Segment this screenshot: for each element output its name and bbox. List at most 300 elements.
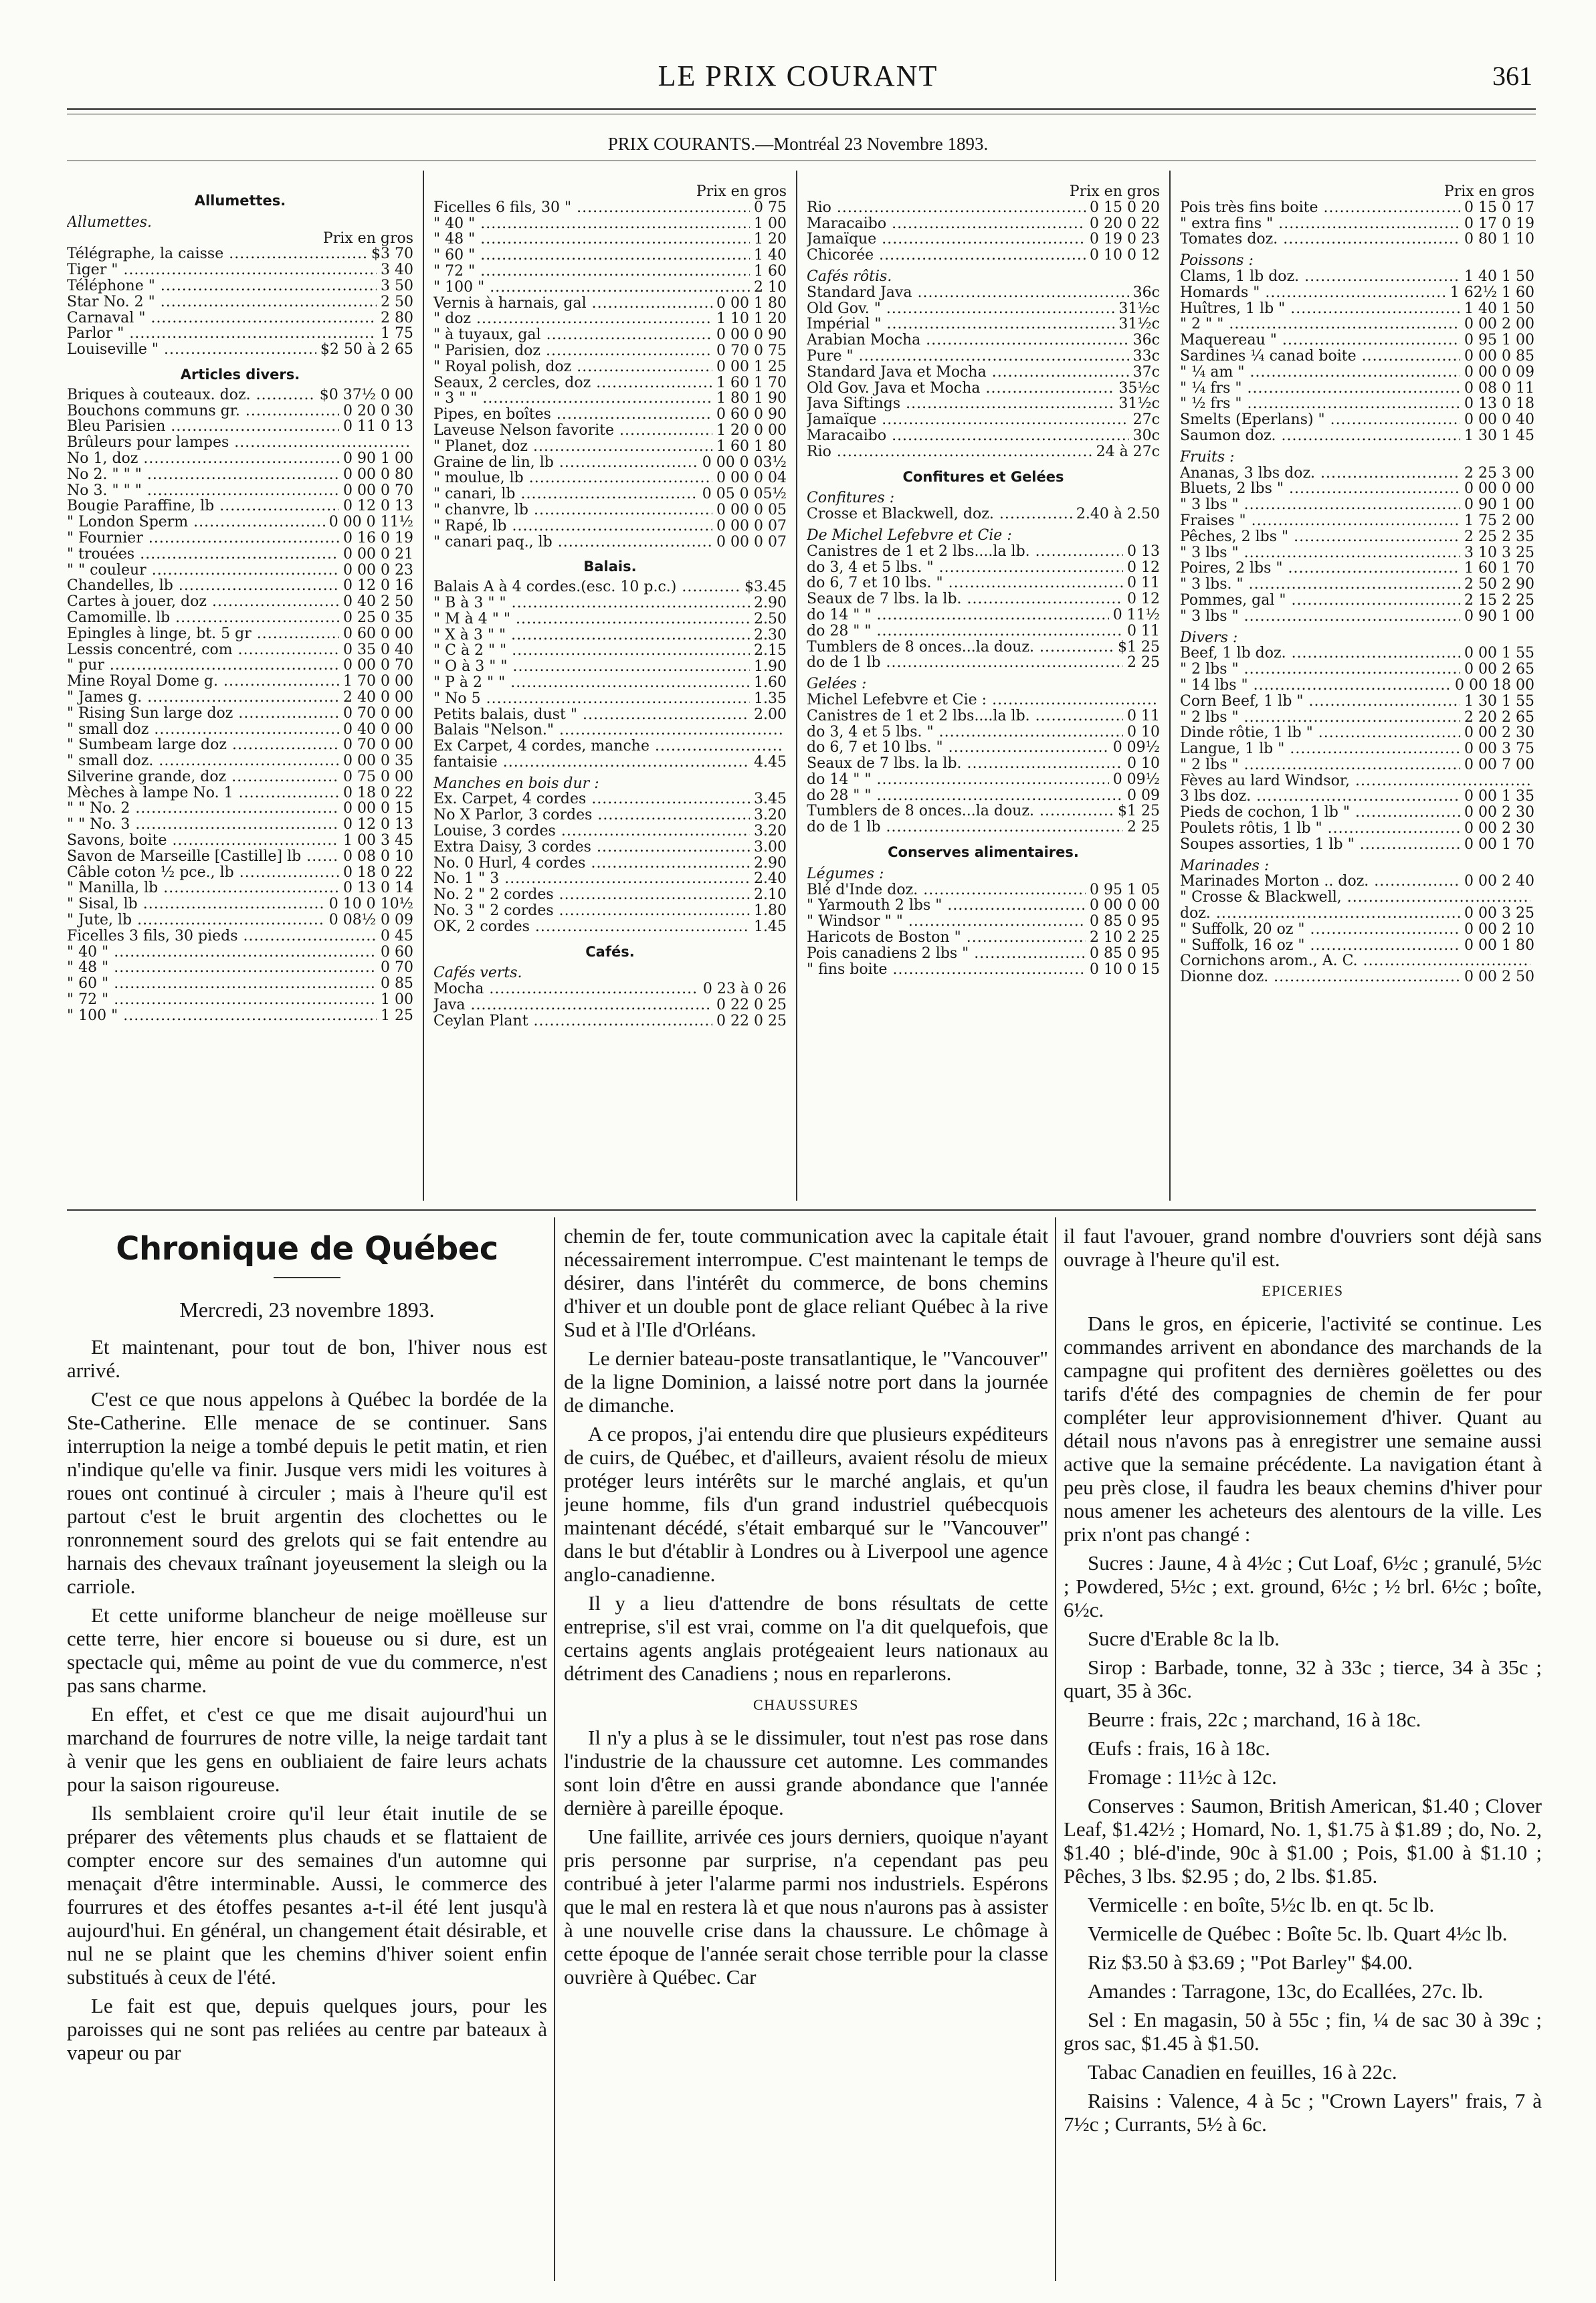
price-row bbox=[433, 611, 787, 627]
item-name: Ex. Carpet, 4 cordes ..... bbox=[433, 791, 750, 807]
price-row bbox=[433, 903, 787, 919]
item-name: Homards " ..... bbox=[1180, 285, 1446, 301]
item-price: 0 16 0 19 bbox=[343, 530, 413, 546]
item-price: 0 00 0 07 bbox=[716, 534, 787, 550]
article-paragraph: Le fait est que, depuis quelques jours, pour les paroisses qui ne sont pas reliées au centre par bateaux à vapeur ou par bbox=[67, 1994, 547, 2064]
price-row bbox=[1180, 805, 1534, 821]
price-row bbox=[67, 960, 413, 976]
price-row bbox=[67, 294, 413, 310]
item-name: Savons, boite ..... bbox=[67, 833, 339, 849]
item-name: Pure " ..... bbox=[807, 348, 1129, 365]
item-name: Pipes, en boîtes ..... bbox=[433, 407, 712, 423]
item-name: Bouchons communs gr. ..... bbox=[67, 403, 339, 419]
price-row bbox=[433, 887, 787, 903]
item-name: " Manilla, lb ..... bbox=[67, 880, 339, 896]
item-price: 1 60 bbox=[754, 263, 787, 280]
item-price: 0 75 bbox=[754, 199, 787, 216]
item-name: Blé d'Inde doz. ..... bbox=[807, 882, 1086, 898]
item-name: Balais "Nelson." ..... bbox=[433, 722, 783, 738]
item-price: 0 85 0 95 bbox=[1090, 914, 1160, 930]
price-row bbox=[1180, 593, 1534, 609]
item-price: 0 08 0 10 bbox=[343, 848, 413, 865]
item-price: 0 13 0 18 bbox=[1464, 396, 1534, 413]
article-paragraph: Fromage : 11½c à 12c. bbox=[1088, 1765, 1277, 1789]
item-price: 0 10 bbox=[1127, 724, 1160, 740]
article-paragraph: Et cette uniforme blancheur de neige moëlleuse sur cette terre, hier encore si boueuse ou si dure, est un spectacle qui, même au point de vue du commerce, n'est pas sans charme. bbox=[67, 1603, 547, 1697]
item-name: Câble coton ½ pce., lb ..... bbox=[67, 865, 339, 881]
item-name: Ficelles 3 fils, 30 pieds ..... bbox=[67, 928, 377, 944]
item-price: 0 09 bbox=[1127, 787, 1160, 804]
price-row bbox=[67, 801, 413, 817]
price-row bbox=[67, 278, 413, 294]
item-name: " Yarmouth 2 lbs " ..... bbox=[807, 898, 1086, 914]
item-name: Pieds de cochon, 1 lb " ..... bbox=[1180, 805, 1460, 821]
article-divider bbox=[1055, 1217, 1056, 2281]
item-price: 2 10 bbox=[754, 279, 787, 296]
price-row bbox=[433, 595, 787, 611]
item-name: No. 2 " 2 cordes ..... bbox=[433, 887, 750, 903]
item-price: $0 37½ 0 00 bbox=[319, 387, 413, 403]
item-name: " Rising Sun large doz ..... bbox=[67, 706, 339, 722]
item-name: " small doz. ..... bbox=[67, 753, 339, 769]
article-column-3 bbox=[1064, 1224, 1542, 2281]
item-name: Savon de Marseille [Castille] lb ..... bbox=[67, 849, 339, 865]
item-name: " ¼ am " ..... bbox=[1180, 365, 1460, 381]
item-name: No 3. " " " ..... bbox=[67, 483, 339, 499]
price-row bbox=[67, 896, 413, 912]
price-row bbox=[1180, 837, 1534, 853]
item-name: " X à 3 " " ..... bbox=[433, 627, 750, 643]
price-row bbox=[433, 675, 787, 691]
item-name: Rio ..... bbox=[807, 200, 1086, 216]
subcategory-label: Cafés rôtis. bbox=[807, 268, 892, 285]
price-row bbox=[807, 655, 1160, 671]
price-row bbox=[67, 706, 413, 722]
price-row bbox=[1180, 969, 1534, 985]
item-price: 0 00 0 80 bbox=[343, 466, 413, 483]
item-name: " 14 lbs " ..... bbox=[1180, 678, 1451, 694]
item-price: 0 10 bbox=[1127, 756, 1160, 772]
item-price: 0 23 à 0 26 bbox=[702, 981, 787, 998]
price-row bbox=[67, 387, 413, 403]
price-row bbox=[807, 914, 1160, 930]
item-price: 0 90 1 00 bbox=[1464, 497, 1534, 513]
item-name: Téléphone " ..... bbox=[67, 278, 377, 294]
item-name: Standard Java et Mocha ..... bbox=[807, 365, 1129, 381]
price-row bbox=[433, 643, 787, 659]
price-row bbox=[807, 216, 1160, 232]
item-name: " 48 " ..... bbox=[433, 231, 750, 247]
price-row bbox=[67, 403, 413, 419]
item-price: 2 15 2 25 bbox=[1464, 592, 1534, 609]
item-name: Cartes à jouer, doz ..... bbox=[67, 594, 339, 610]
price-row bbox=[433, 423, 787, 439]
item-price: 2.30 bbox=[754, 627, 787, 643]
item-name: Tomates doz. ..... bbox=[1180, 231, 1460, 247]
price-row bbox=[67, 769, 413, 785]
price-row bbox=[807, 724, 1160, 740]
article-paragraph: Beurre : frais, 22c ; marchand, 16 à 18c. bbox=[1088, 1708, 1421, 1731]
item-price: 0 10 0 10½ bbox=[328, 896, 413, 913]
item-price: 0 00 0 15 bbox=[343, 801, 413, 817]
price-row bbox=[1180, 645, 1534, 662]
item-price: 2 10 2 25 bbox=[1090, 930, 1160, 946]
article-paragraph: Ils semblaient croire qu'il leur était inutile de se préparer des vêtements plus chauds et se flattaient de compter encore sur des semaines d'un automne qui menaçait d'être interminable. Aussi, le commerce des fourrures et des étoffes pesantes a-t-il été lent jusqu'à aujourd'hui. En général, un changement était désirable, et nul ne se plaint que les chemins d'hiver soient enfin substitués à ceux de l'été. bbox=[67, 1801, 547, 1989]
item-name: Fèves au lard Windsor, ..... bbox=[1180, 773, 1530, 789]
price-row bbox=[433, 997, 787, 1013]
item-price: 1 20 0 00 bbox=[716, 422, 787, 439]
item-price: 0 00 2 50 bbox=[1464, 969, 1534, 986]
item-name: " 40 " ..... bbox=[433, 216, 750, 232]
item-name: Java ..... bbox=[433, 997, 712, 1013]
item-price: 0 15 0 20 bbox=[1090, 199, 1160, 216]
item-name: doz. ..... bbox=[1180, 906, 1460, 922]
item-name: Smelts (Eperlans) " ..... bbox=[1180, 412, 1460, 428]
item-price: 1 80 1 90 bbox=[716, 391, 787, 407]
item-name: " small doz ..... bbox=[67, 722, 339, 738]
price-row bbox=[433, 296, 787, 312]
item-price: 0 75 0 00 bbox=[343, 769, 413, 785]
price-row bbox=[807, 247, 1160, 264]
item-price: 0 11 bbox=[1127, 708, 1160, 724]
article-paragraph: Sucres : Jaune, 4 à 4½c ; Cut Loaf, 6½c ; granulé, 5½c ; Powdered, 5½c ; ext. ground, 6½c ; ½ brl. 6½c ; boîte, 6½c. bbox=[1064, 1551, 1542, 1621]
item-name: " M à 4 " " ..... bbox=[433, 611, 750, 627]
price-row bbox=[807, 756, 1160, 772]
item-price: 1 60 1 70 bbox=[716, 375, 787, 391]
item-price: 0 10 0 15 bbox=[1090, 961, 1160, 978]
article-paragraph: Il y a lieu d'attendre de bons résultats de cette entreprise, s'il est vrai, comme on l'a dit quelquefois, que certains agents anglais protégeaient leurs nationaux au détriment des Canadiens ; nous en reparlerons. bbox=[564, 1591, 1048, 1685]
price-row bbox=[67, 642, 413, 658]
item-price bbox=[1530, 953, 1534, 969]
item-price: 36c bbox=[1132, 284, 1160, 301]
price-row bbox=[433, 579, 787, 595]
price-row bbox=[1180, 545, 1534, 561]
price-row bbox=[67, 753, 413, 769]
price-column-4 bbox=[1180, 184, 1534, 1201]
item-name: Java Siftings ..... bbox=[807, 396, 1114, 412]
item-name: Parlor " ..... bbox=[67, 326, 377, 342]
price-row bbox=[67, 310, 413, 326]
price-row bbox=[1180, 332, 1534, 348]
price-row bbox=[433, 707, 787, 723]
price-row bbox=[1180, 577, 1534, 593]
item-price: 37c bbox=[1132, 364, 1160, 381]
item-price: $1 25 bbox=[1118, 803, 1160, 820]
item-price: 0 12 0 13 bbox=[343, 498, 413, 515]
price-row bbox=[1180, 285, 1534, 301]
price-row bbox=[67, 514, 413, 530]
price-row bbox=[433, 691, 787, 707]
price-row bbox=[1180, 710, 1534, 726]
item-name: do 6, 7 et 10 lbs. " ..... bbox=[807, 740, 1109, 756]
item-name: Jamaïque ..... bbox=[807, 231, 1086, 247]
price-row bbox=[67, 483, 413, 499]
article-paragraph: Sucre d'Erable 8c la lb. bbox=[1088, 1627, 1280, 1650]
item-price: 0 60 0 90 bbox=[716, 407, 787, 423]
item-name: Bleu Parisien ..... bbox=[67, 419, 339, 435]
price-row bbox=[433, 659, 787, 675]
price-row bbox=[1180, 757, 1534, 773]
item-name: Louiseville " ..... bbox=[67, 342, 316, 358]
subcategory-label: Poissons : bbox=[1180, 252, 1254, 270]
item-price: 1 60 1 70 bbox=[1464, 561, 1534, 577]
item-price: 0 95 1 05 bbox=[1090, 882, 1160, 898]
price-row bbox=[67, 626, 413, 642]
item-name: " O à 3 " " ..... bbox=[433, 659, 750, 675]
item-name: Canistres de 1 et 2 lbs....la lb. ..... bbox=[807, 544, 1123, 560]
item-name: No. 3 " 2 cordes ..... bbox=[433, 903, 750, 919]
item-price: 0 12 0 16 bbox=[343, 578, 413, 595]
item-price: 0 00 2 30 bbox=[1464, 805, 1534, 821]
price-row bbox=[807, 365, 1160, 381]
article-paragraph: Tabac Canadien en feuilles, 16 à 22c. bbox=[1088, 2060, 1397, 2084]
item-name: " fins boite ..... bbox=[807, 962, 1086, 978]
price-row bbox=[1180, 529, 1534, 545]
item-price: 0 12 bbox=[1127, 591, 1160, 607]
item-price: 0 22 0 25 bbox=[716, 1013, 787, 1029]
item-price: 0 00 1 70 bbox=[1464, 836, 1534, 853]
item-price: 0 17 0 19 bbox=[1464, 215, 1534, 232]
price-row bbox=[1180, 773, 1534, 789]
item-name: Poires, 2 lbs " ..... bbox=[1180, 561, 1460, 577]
price-row bbox=[67, 467, 413, 483]
price-row bbox=[807, 882, 1160, 898]
price-row bbox=[67, 880, 413, 896]
item-name: " moulue, lb ..... bbox=[433, 470, 712, 486]
price-row bbox=[433, 391, 787, 407]
price-row bbox=[67, 262, 413, 278]
item-name: do 3, 4 et 5 lbs. " ..... bbox=[807, 724, 1123, 740]
price-row bbox=[807, 819, 1160, 835]
item-price: 0 00 0 70 bbox=[343, 658, 413, 674]
item-price: 1 30 1 55 bbox=[1464, 693, 1534, 710]
price-row bbox=[807, 623, 1160, 639]
item-name: Lessis concentré, com ..... bbox=[67, 642, 339, 658]
item-price: 1 60 1 80 bbox=[716, 438, 787, 455]
category-heading: Articles divers. bbox=[180, 366, 300, 383]
item-name: No. 0 Hurl, 4 cordes ..... bbox=[433, 856, 750, 872]
item-name: Maquereau " ..... bbox=[1180, 332, 1460, 348]
item-name: Michel Lefebvre et Cie : ..... bbox=[807, 692, 1156, 708]
item-price: 0 00 0 09 bbox=[1464, 364, 1534, 381]
price-row bbox=[433, 327, 787, 343]
item-name: " 3 lbs " ..... bbox=[1180, 609, 1460, 625]
item-price: 1 00 3 45 bbox=[343, 833, 413, 849]
price-row bbox=[807, 428, 1160, 444]
article-divider bbox=[554, 1217, 555, 2281]
item-price: 0 00 2 30 bbox=[1464, 821, 1534, 837]
item-name: Soupes assorties, 1 lb " ..... bbox=[1180, 837, 1460, 853]
item-name: " ½ frs " ..... bbox=[1180, 396, 1460, 412]
item-name: " extra fins " ..... bbox=[1180, 216, 1460, 232]
item-price: 31½c bbox=[1118, 396, 1160, 413]
category-heading: Balais. bbox=[583, 559, 637, 575]
item-price: 2 50 bbox=[381, 294, 413, 310]
item-price: 0 00 2 10 bbox=[1464, 921, 1534, 938]
item-name: Carnaval " ..... bbox=[67, 310, 377, 326]
price-row bbox=[807, 772, 1160, 788]
price-list-subhead: PRIX COURANTS.—Montréal 23 Novembre 1893. bbox=[607, 134, 989, 154]
article-paragraph: Dans le gros, en épicerie, l'activité se continue. Les commandes arrivent en abondance des marchands de la campagne qui profitent des dernières goëlettes ou des tarifs d'été des compagnies de chemin de fer pour compléter leur approvisionnement d'hiver. Quant au détail nous n'avons pas à enregistrer une semaine aussi active que la semaine précédente. La navigation étant à peu près close, il faudra les beaux chemins d'hiver pour nous amener les acheteurs des alentours de la ville. Les prix n'ont pas changé : bbox=[1064, 1312, 1542, 1546]
price-row bbox=[433, 738, 787, 755]
price-row bbox=[433, 823, 787, 839]
article-paragraph: Sirop : Barbade, tonne, 32 à 33c ; tierce, 34 à 35c ; quart, 35 à 36c. bbox=[1064, 1656, 1542, 1702]
price-row bbox=[433, 359, 787, 375]
price-row bbox=[433, 627, 787, 643]
item-name: Jamaïque ..... bbox=[807, 412, 1129, 428]
item-price: 2 40 0 00 bbox=[343, 689, 413, 706]
article-paragraph: Et maintenant, pour tout de bon, l'hiver nous est arrivé. bbox=[67, 1335, 547, 1382]
price-row bbox=[433, 839, 787, 856]
item-name: " 60 " ..... bbox=[67, 976, 377, 992]
price-row bbox=[807, 607, 1160, 623]
item-name: Clams, 1 lb doz. ..... bbox=[1180, 269, 1460, 285]
item-name: Bluets, 2 lbs " ..... bbox=[1180, 481, 1460, 497]
item-name: " B à 3 " " ..... bbox=[433, 595, 750, 611]
subcategory-label: Marinades : bbox=[1180, 857, 1270, 874]
item-price: 35½c bbox=[1118, 380, 1160, 397]
item-name: Graine de lin, lb ..... bbox=[433, 455, 698, 471]
price-row bbox=[433, 981, 787, 997]
price-row bbox=[807, 740, 1160, 756]
item-name: Standard Java ..... bbox=[807, 285, 1129, 301]
item-name: do 3, 4 et 5 lbs. " ..... bbox=[807, 560, 1123, 576]
item-name: Mèches à lampe No. 1 ..... bbox=[67, 785, 339, 801]
item-name: " 2 " " ..... bbox=[1180, 316, 1460, 332]
price-row bbox=[67, 944, 413, 961]
column-header: Prix en gros bbox=[322, 229, 413, 247]
price-row bbox=[67, 451, 413, 467]
item-name: " Planet, doz ..... bbox=[433, 439, 712, 455]
item-name: " 3 lbs. " ..... bbox=[1180, 577, 1460, 593]
column-header: Prix en gros bbox=[696, 184, 787, 200]
item-price: 0 70 bbox=[381, 960, 413, 977]
price-row bbox=[807, 301, 1160, 317]
price-row bbox=[807, 788, 1160, 804]
price-row bbox=[67, 976, 413, 992]
price-row bbox=[807, 898, 1160, 914]
item-name: Tumblers de 8 onces...la douz. ..... bbox=[807, 639, 1114, 656]
item-price: 0 00 0 90 bbox=[716, 327, 787, 343]
subcategory-label: Gelées : bbox=[807, 676, 867, 693]
article-paragraph: En effet, et c'est ce que me disait aujourd'hui un marchand de fourrures de notre ville, la neige tardait tant à venir que les gens en oubliaient de faire leurs achats pour la saison rigoureuse. bbox=[67, 1702, 547, 1796]
item-price: 2 25 bbox=[1127, 655, 1160, 672]
item-name: Pois canadiens 2 lbs " ..... bbox=[807, 946, 1086, 962]
price-row bbox=[807, 348, 1160, 365]
item-price: 0 00 1 80 bbox=[716, 295, 787, 312]
item-price: 0 00 0 35 bbox=[343, 753, 413, 769]
title-rule bbox=[274, 1277, 340, 1278]
price-row bbox=[67, 546, 413, 563]
item-price: 0 19 0 23 bbox=[1090, 231, 1160, 248]
item-price: $2 50 à 2 65 bbox=[320, 342, 413, 358]
item-name: " Sumbeam large doz ..... bbox=[67, 737, 339, 753]
article-paragraph: il faut l'avouer, grand nombre d'ouvriers sont déjà sans ouvrage à l'heure qu'il est. bbox=[1064, 1224, 1542, 1271]
item-name: No. 1 " 3 ..... bbox=[433, 871, 750, 887]
item-price: 0 12 0 13 bbox=[343, 817, 413, 833]
item-name: " 48 " ..... bbox=[67, 960, 377, 976]
item-price: 2 25 3 00 bbox=[1464, 465, 1534, 482]
price-row bbox=[67, 722, 413, 738]
subcategory-label: Légumes : bbox=[807, 865, 884, 882]
item-name: Ex Carpet, 4 cordes, manche ..... bbox=[433, 738, 783, 755]
item-name: Impérial " ..... bbox=[807, 316, 1114, 332]
item-price: 0 00 0 70 bbox=[343, 482, 413, 499]
item-name: Brûleurs pour lampes ..... bbox=[67, 435, 409, 451]
price-row bbox=[1180, 301, 1534, 317]
category-heading: Conserves alimentaires. bbox=[888, 844, 1079, 861]
item-price bbox=[409, 435, 413, 451]
price-column-3 bbox=[807, 184, 1160, 1201]
item-name: " 2 lbs " ..... bbox=[1180, 662, 1460, 678]
column-divider bbox=[796, 171, 797, 1201]
item-name: Extra Daisy, 3 cordes ..... bbox=[433, 839, 750, 856]
price-row bbox=[807, 200, 1160, 216]
article-column-1 bbox=[67, 1224, 547, 2281]
price-row bbox=[67, 992, 413, 1008]
item-price: 0 40 2 50 bbox=[343, 594, 413, 610]
item-name: " " No. 2 ..... bbox=[67, 801, 339, 817]
item-name: Mocha ..... bbox=[433, 981, 699, 997]
price-row bbox=[433, 534, 787, 550]
price-row bbox=[1180, 513, 1534, 529]
price-row bbox=[807, 591, 1160, 607]
item-name: Old Gov. Java et Mocha ..... bbox=[807, 381, 1114, 397]
item-name: " Fournier ..... bbox=[67, 530, 339, 546]
item-name: Seaux de 7 lbs. la lb. ..... bbox=[807, 591, 1123, 607]
item-price: 2 50 2 90 bbox=[1464, 577, 1534, 593]
item-price: 0 00 1 80 bbox=[1464, 937, 1534, 954]
article-paragraph: A ce propos, j'ai entendu dire que plusieurs expéditeurs de cuirs, de Québec, et d'ailleurs, avaient résolu de mieux protéger leurs intérêts sur le marché anglais, et qu'un jeune homme, fils d'un grand industriel québecquois maintenant décédé, s'était embarqué sur le "Vancouver" dans le but d'établir à Londres ou à Liverpool une agence anglo-canadienne. bbox=[564, 1422, 1048, 1586]
price-row bbox=[1180, 789, 1534, 805]
item-price: 0 18 0 22 bbox=[343, 785, 413, 801]
price-row bbox=[433, 470, 787, 486]
item-name: Huîtres, 1 lb " ..... bbox=[1180, 301, 1460, 317]
price-row bbox=[67, 578, 413, 594]
item-name: Epingles à linge, bt. 5 gr ..... bbox=[67, 626, 339, 642]
subcategory-label: Confitures : bbox=[807, 490, 895, 507]
item-price: 0 60 bbox=[381, 944, 413, 961]
item-price: 3.20 bbox=[754, 823, 787, 839]
article-paragraph: Conserves : Saumon, British American, $1.40 ; Clover Leaf, $1.42½ ; Homard, No. 1, $1.75 à $1.89 ; do, No. 2, $1.40 ; blé-d'inde, 90c à $1.00 ; Pois, $1.00 à $1.10 ; Pêches, 3 lbs. $2.95 ; do, 2 lbs. $1.85. bbox=[1064, 1794, 1542, 1888]
item-name: OK, 2 cordes ..... bbox=[433, 919, 750, 935]
item-price: 0 85 bbox=[381, 976, 413, 993]
article-paragraph: Amandes : Tarragone, 13c, do Ecallées, 27c. lb. bbox=[1088, 1979, 1484, 2003]
article-paragraph: Raisins : Valence, 4 à 5c ; "Crown Layers" frais, 7 à 7½c ; Currants, 5½ à 6c. bbox=[1064, 2089, 1542, 2136]
price-row bbox=[67, 865, 413, 881]
item-name: Camomille. lb ..... bbox=[67, 610, 339, 626]
item-price: 4.45 bbox=[754, 754, 787, 771]
item-name: Beef, 1 lb doz. ..... bbox=[1180, 645, 1460, 662]
price-row bbox=[1180, 662, 1534, 678]
item-price: 0 00 3 25 bbox=[1464, 906, 1534, 922]
item-price: 36c bbox=[1132, 332, 1160, 348]
price-row bbox=[67, 563, 413, 579]
item-price: 0 90 1 00 bbox=[1464, 608, 1534, 625]
item-price: 0 00 0 85 bbox=[1464, 348, 1534, 365]
price-row bbox=[1180, 725, 1534, 741]
item-price bbox=[1156, 692, 1160, 708]
item-name: Arabian Mocha ..... bbox=[807, 332, 1129, 348]
price-row bbox=[1180, 609, 1534, 625]
item-price: 1 75 bbox=[381, 326, 413, 342]
item-price: 2 80 bbox=[381, 310, 413, 326]
item-name: " 40 " ..... bbox=[67, 944, 377, 961]
item-price: 0 10 0 12 bbox=[1090, 247, 1160, 264]
price-row bbox=[1180, 269, 1534, 285]
price-row bbox=[67, 594, 413, 610]
item-name: " 60 " ..... bbox=[433, 247, 750, 264]
